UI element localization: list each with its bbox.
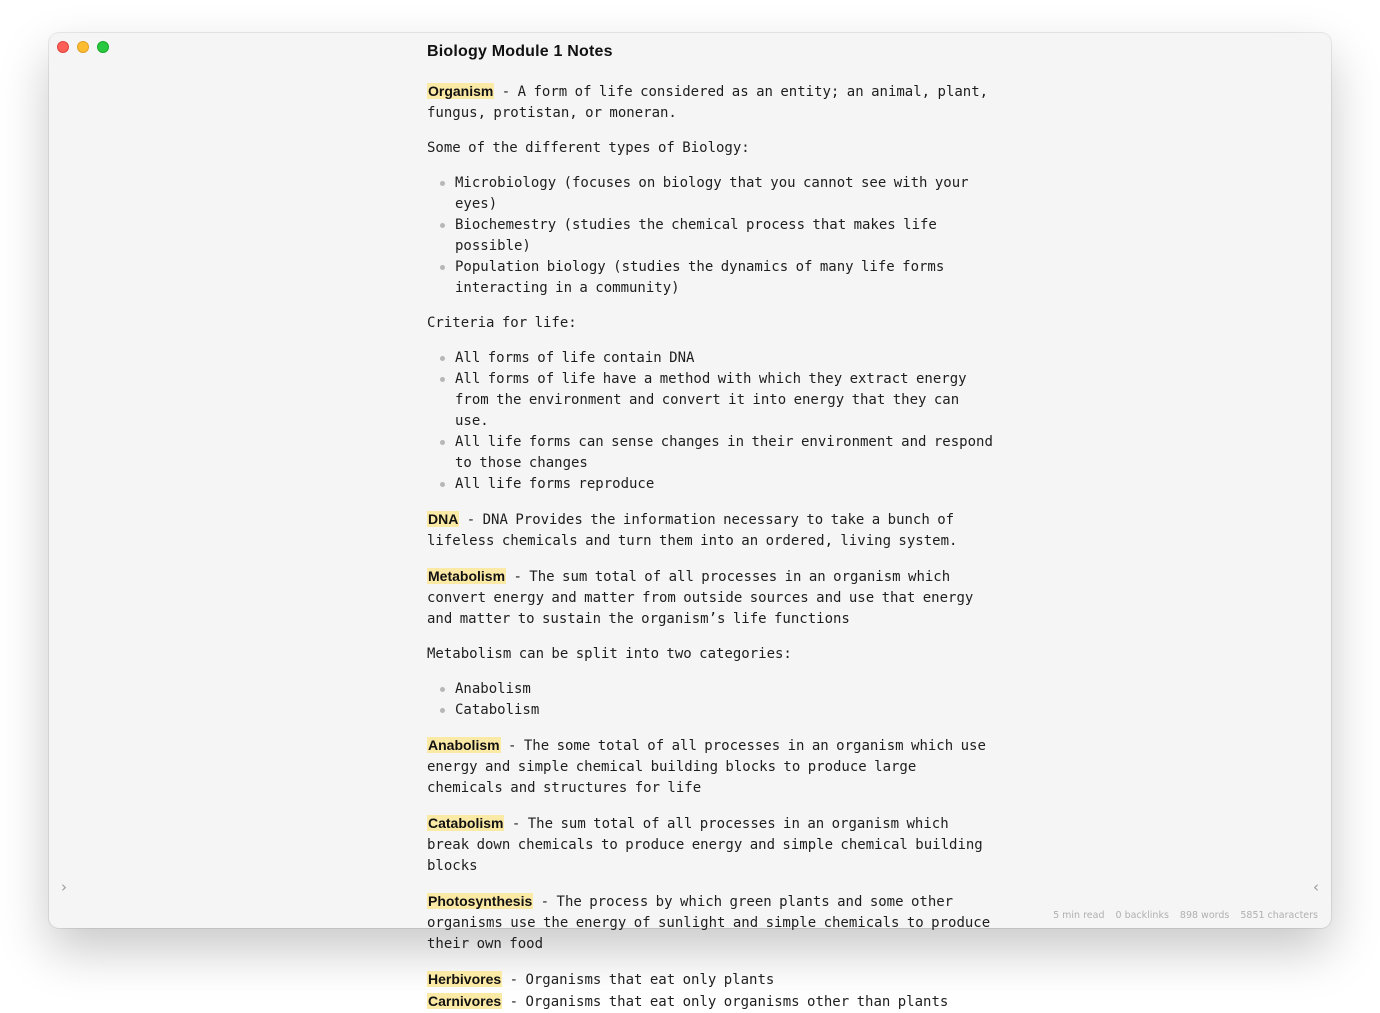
paragraph-organism: [427, 81, 997, 124]
list-item: All forms of life contain DNA: [455, 348, 997, 369]
list-item: Catabolism: [455, 700, 997, 721]
app-window: [49, 33, 1331, 1010]
zoom-button[interactable]: [97, 41, 109, 53]
highlighted-term: DNA: [428, 511, 459, 527]
list-item: Microbiology (focuses on biology that you cannot see with your eyes): [455, 173, 997, 215]
list-item: Population biology (studies the dynamics of many life forms interacting in a community): [455, 257, 997, 299]
paragraph-catabolism: [427, 813, 997, 877]
character-count: 5851 characters: [1240, 910, 1318, 921]
highlighted-term: Herbivores: [428, 971, 502, 987]
definition-text: - The process by which green plants and some other organisms use the energy of sunlight and simple chemicals to produce their own food: [427, 894, 991, 952]
paragraph-metabolism: [427, 566, 997, 630]
paragraph-metabolism-intro: Metabolism can be split into two categories:: [427, 646, 792, 662]
paragraph-criteria-intro: Criteria for life:: [427, 315, 577, 331]
list-item: Biochemestry (studies the chemical process that makes life possible): [455, 215, 997, 257]
chevron-right-icon[interactable]: ›: [61, 878, 67, 896]
list-item: All life forms can sense changes in their environment and respond to those changes: [455, 432, 997, 474]
window-controls: [57, 41, 109, 53]
criteria-list: [427, 348, 997, 495]
definition-text: - Organisms that eat only plants: [502, 972, 775, 988]
biology-types-list: [427, 173, 997, 299]
highlighted-term: Metabolism: [428, 568, 506, 584]
definition-text: - A form of life considered as an entity; an animal, plant, fungus, protistan, or moneran.: [427, 84, 989, 121]
document-title: Biology Module 1 Notes: [427, 43, 613, 60]
highlighted-term: Carnivores: [428, 993, 502, 1009]
highlighted-term: Catabolism: [428, 815, 504, 831]
status-bar: [1053, 910, 1318, 921]
definition-text: - Organisms that eat only organisms other than plants: [502, 994, 949, 1010]
highlighted-term: Organism: [428, 83, 494, 99]
backlinks-count[interactable]: 0 backlinks: [1115, 910, 1169, 921]
list-item: All life forms reproduce: [455, 474, 997, 495]
list-item: Anabolism: [455, 679, 997, 700]
highlighted-term: Photosynthesis: [428, 893, 533, 909]
paragraph-herbivores: [427, 969, 997, 991]
definition-text: - DNA Provides the information necessary to take a bunch of lifeless chemicals and turn them into an ordered, living system.: [427, 512, 958, 549]
highlighted-term: Anabolism: [428, 737, 500, 753]
list-item: All forms of life have a method with which they extract energy from the environment and convert it into energy that they can use.: [455, 369, 997, 432]
chevron-left-icon[interactable]: ‹: [1313, 878, 1319, 896]
definition-text: - The sum total of all processes in an organism which break down chemicals to produce energy and simple chemical building blocks: [427, 816, 983, 874]
paragraph-dna: [427, 509, 997, 552]
minimize-button[interactable]: [77, 41, 89, 53]
metabolism-categories-list: [427, 679, 997, 721]
definition-text: - The sum total of all processes in an organism which convert energy and matter from outside sources and use that energy and matter to sustain the organism’s life functions: [427, 569, 974, 627]
close-button[interactable]: [57, 41, 69, 53]
word-count: 898 words: [1179, 910, 1230, 921]
read-time: 5 min read: [1053, 910, 1105, 921]
definition-text: - The some total of all processes in an organism which use energy and simple chemical building blocks to produce large chemicals and structures for life: [427, 738, 986, 796]
paragraph-anabolism: [427, 735, 997, 799]
paragraph-carnivores: [427, 991, 997, 1013]
paragraph-types-intro: Some of the different types of Biology:: [427, 140, 750, 156]
paragraph-photosynthesis: [427, 891, 997, 955]
editor-content[interactable]: [427, 33, 997, 1013]
